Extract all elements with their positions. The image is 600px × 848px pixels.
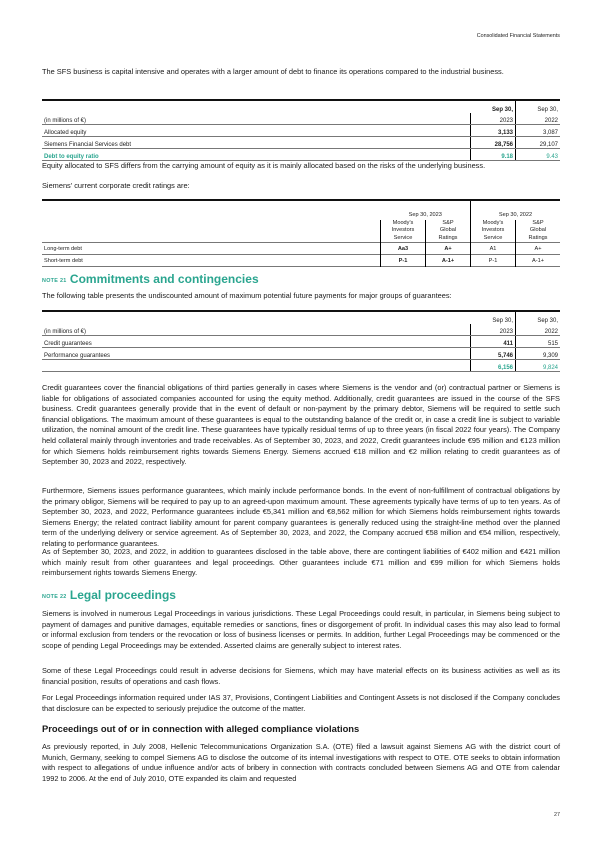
compliance-subheading: Proceedings out of or in connection with alleged compliance violations (42, 723, 360, 734)
note21-paragraph: Credit guarantees cover the financial obligations of third parties generally in cases where Siemens is the vendor and (or) contractual partner or Siemens is liable for obligations of associated companies accounted for using the equity method. Additionally, credit guarantees are issued in the course of the SFS business. Credit guarantees generally provide that in the event of default or non-payment by the primary debtor, Siemens will be required to settle such financial obligations. The maximum amount of these guarantees is equal to the outstanding balance of the credit or, in case a credit line is subject to variable utilization, the nominal amount of the credit line. These guarantees have typically residual terms of up to three years (in fiscal 2022 four years). The Company held collateral mainly through inventories and trade receivables. As of September 30, 2023, and 2022, Credit guarantees include €95 million and €123 million for which Siemens holds reimbursement rights towards Siemens Energy. Siemens accrued €18 million and €2 million relating to credit guarantees as of September 30, 2023 and 2022, respectively. (42, 383, 560, 467)
value-2022: 9.43 (516, 149, 561, 161)
unit-label: (in millions of €) (42, 113, 471, 125)
agency-header: S&P Global Ratings (426, 220, 471, 243)
agency-header: Moody's Investors Service (381, 220, 426, 243)
col-header-2022-line1: Sep 30, (516, 100, 561, 113)
col-header-2023-line2: 2023 (471, 324, 516, 336)
col-header-2022-line1: Sep 30, (516, 311, 561, 324)
value-2023: 28,756 (471, 137, 516, 149)
table-row (42, 137, 560, 149)
period-2022: Sep 30, 2022 (471, 200, 561, 220)
value-2022: 29,107 (516, 137, 561, 149)
value-2022: 9,309 (516, 348, 561, 360)
row-label: Long-term debt (44, 245, 82, 252)
note21-intro: The following table presents the undiscounted amount of maximum potential future payments for major groups of guarantees: (42, 291, 452, 300)
table-row (42, 336, 560, 348)
note21-paragraph: Furthermore, Siemens issues performance guarantees, which mainly include performance bonds. In the event of non-fulfillment of contractual obligations by the primary obligor, Siemens will be required to pay up to an agreed-upon maximum amount. These agreements typically have terms of up to ten years. As of September 30, 2023, and 2022, Performance guarantees include €5,341 million and €8,562 million for which Siemens holds reimbursement rights towards Siemens Energy; the related contract liability amount for parent company guarantees is generally reduced using the straight-line method over the planned term of the underlying delivery or service agreement. As of September 30, 2023, and 2022, the Company accrued €58 million and €54 million, respectively, relating to performance guarantees. (42, 486, 560, 548)
col-header-2023-line1: Sep 30, (492, 318, 513, 324)
period-2023: Sep 30, 2023 (408, 212, 442, 218)
page-number: 27 (554, 812, 560, 818)
unit-label: (in millions of €) (42, 324, 471, 336)
note22-paragraph: Some of these Legal Proceedings could result in adverse decisions for Siemens, which may have material effects on its business activities as well as its financial position, results of operations and cash flows. (42, 666, 560, 686)
note21-paragraph: As of September 30, 2023, and 2022, in addition to guarantees disclosed in the table above, there are contingent liabilities of €402 million and €421 million which mainly result from other guarantees and legal proceedings. Other guarantees include €71 million and €99 million for which Siemens holds reimbursement rights towards Siemens Energy. (42, 547, 560, 578)
table-row (42, 255, 560, 267)
table-row-total (42, 360, 560, 372)
col-header-2023-line2: 2023 (471, 113, 516, 125)
rating-sp-2023: A-1+ (426, 255, 471, 267)
value-2022: 3,087 (516, 125, 561, 137)
credit-ratings-table (42, 199, 560, 267)
row-label: Allocated equity (42, 125, 471, 137)
value-2023: 9.18 (471, 149, 516, 161)
guarantees-table (42, 310, 560, 372)
col-header-2022-line2: 2022 (516, 324, 561, 336)
ratings-intro: Siemens' current corporate credit ratings are: (42, 181, 190, 190)
agency-header: S&P Global Ratings (516, 220, 561, 243)
rating-moodys-2022: A1 (471, 243, 516, 255)
note22-paragraph: Siemens is involved in numerous Legal Proceedings in various jurisdictions. These Legal Proceedings could result, in particular, in Siemens being subject to payment of damages and punitive damages, equitable remedies or sanctions, fines or disgorgement of profit. In individual cases this may also lead to formal or informal exclusion from tenders or the revocation or loss of business licenses or permits. In addition, further Legal Proceedings may be commenced or the scope of pending Legal Proceedings may be extended. Asserted claims are generally subject to interest rates. (42, 609, 560, 650)
note21-heading (42, 272, 259, 286)
rating-sp-2023: A+ (426, 243, 471, 255)
col-header-2022-line2: 2022 (516, 113, 561, 125)
table-row (42, 243, 560, 255)
row-label: Performance guarantees (42, 348, 471, 360)
row-label: Siemens Financial Services debt (42, 137, 471, 149)
table-row (42, 125, 560, 137)
rating-moodys-2023: P-1 (381, 255, 426, 267)
note22-heading (42, 588, 176, 602)
col-header-2023-line1: Sep 30, (471, 100, 516, 113)
row-label: Credit guarantees (42, 336, 471, 348)
value-2023: 411 (471, 336, 516, 348)
rating-moodys-2022: P-1 (471, 255, 516, 267)
table-row (42, 348, 560, 360)
row-label: Debt to equity ratio (42, 149, 471, 161)
equity-paragraph: Equity allocated to SFS differs from the carrying amount of equity as it is mainly allocated based on the risks of the underlying business. (42, 161, 486, 170)
sfs-debt-equity-table (42, 99, 560, 161)
running-header: Consolidated Financial Statements (476, 33, 560, 39)
rating-sp-2022: A+ (516, 243, 561, 255)
compliance-paragraph: As previously reported, in July 2008, Hellenic Telecommunications Organization S.A. (OTE) filed a lawsuit against Siemens AG with the district court of Munich, Germany, seeking to compel Siemens AG to disclose the outcome of its internal investigations with respect to OTE. OTE seeks to obtain information with respect to allegations of undue influence and/or acts of bribery in connection with contracts concluded between Siemens AG and OTE from calendar 1992 to 2006. At the end of July 2010, OTE expanded its claim and requested (42, 742, 560, 783)
note22-paragraph: For Legal Proceedings information required under IAS 37, Provisions, Contingent Liabilities and Contingent Assets is not disclosed if the Company concludes that disclosure can be expected to seriously prejudice the outcome of the matter. (42, 693, 560, 713)
value-2022: 515 (516, 336, 561, 348)
table-row-highlight (42, 149, 560, 161)
note-label: NOTE 21 (42, 278, 67, 284)
rating-sp-2022: A-1+ (516, 255, 561, 267)
spacer (42, 100, 471, 113)
rating-moodys-2023: Aa3 (381, 243, 426, 255)
note-title: Legal proceedings (69, 588, 176, 602)
agency-header: Moody's Investors Service (471, 220, 516, 243)
row-label: Short-term debt (44, 257, 83, 264)
value-2023: 5,746 (471, 348, 516, 360)
note-label: NOTE 22 (42, 594, 67, 600)
value-2023: 3,133 (471, 125, 516, 137)
total-2023: 6,156 (471, 360, 516, 372)
note-title: Commitments and contingencies (69, 272, 259, 286)
total-2022: 9,824 (516, 360, 561, 372)
intro-paragraph: The SFS business is capital intensive and operates with a larger amount of debt to finance its operations compared to the industrial business. (42, 67, 504, 76)
